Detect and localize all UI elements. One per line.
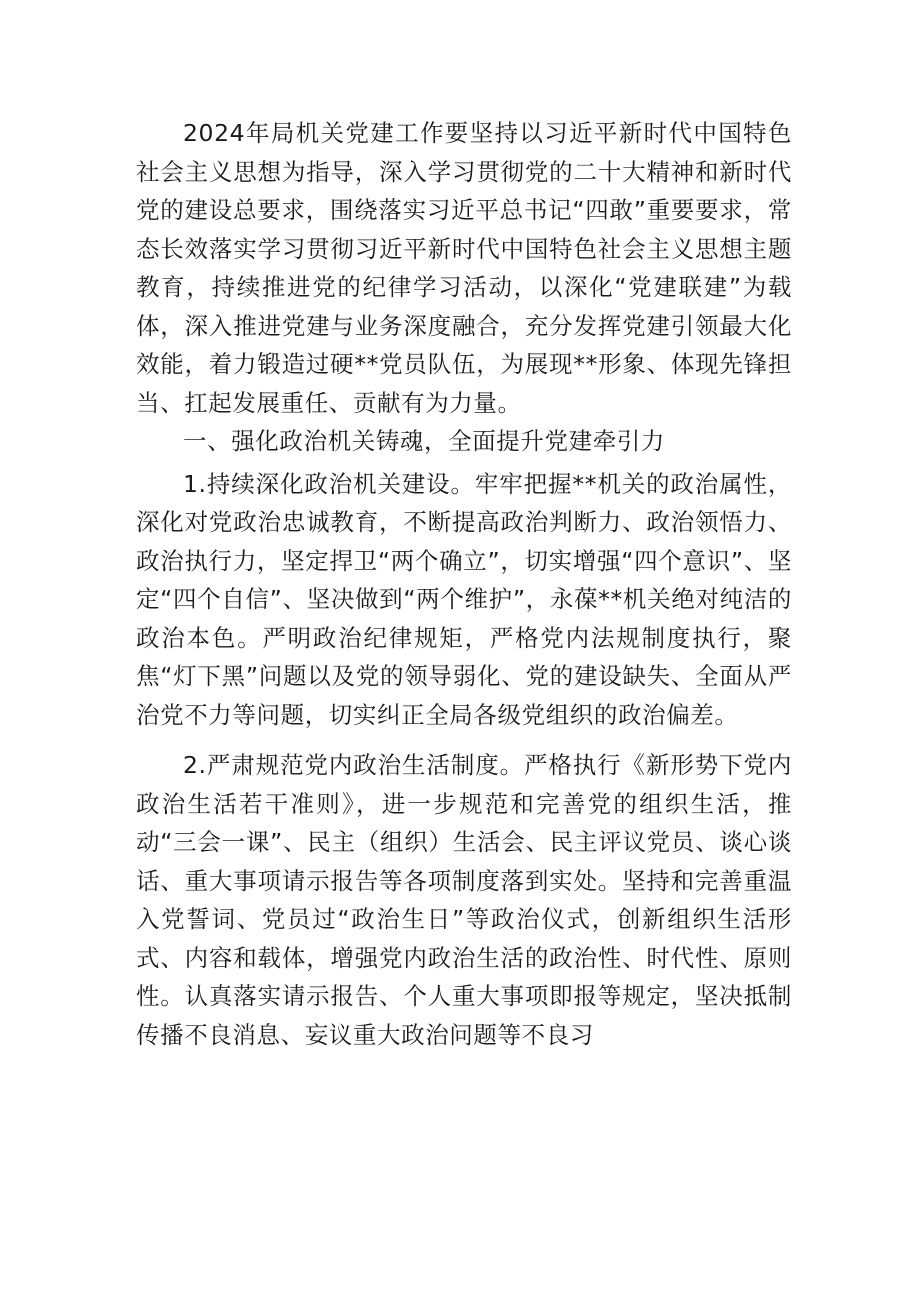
item-2-paragraph: 2.严肃规范党内政治生活制度。严格执行《新形势下党内政治生活若干准则》，进一步规范和完善党的组织生活，推动“三会一课”、民主（组织）生活会、民主评议党员、谈心谈话、重大事项请示报告等各项制度落到实处。坚持和完善重温入党誓词、党员过“政治生日”等政治仪式，创新组织生活形式、内容和载体，增强党内政治生活的政治性、时代性、原则性。认真落实请示报告、个人重大事项即报等规定，坚决抵制传播不良消息、妄议重大政治问题等不良习 (136, 751, 792, 1049)
section-heading: 一、强化政治机关铸魂，全面提升党建牵引力 (183, 427, 665, 455)
intro-paragraph: 2024年局机关党建工作要坚持以习近平新时代中国特色社会主义思想为指导，深入学习贯彻党的二十大精神和新时代党的建设总要求，围绕落实习近平总书记“四敢”重要要求，常态长效落实学习贯彻习近平新时代中国特色社会主义思想主题教育，持续推进党的纪律学习活动，以深化“党建联建”为载体，深入推进党建与业务深度融合，充分发挥党建引领最大化效能，着力锻造过硬**党员队伍，为展现**形象、体现先锋担当、扛起发展重任、贡献有为力量。 (136, 119, 792, 417)
document-body (136, 114, 792, 1054)
item-1-paragraph: 1.持续深化政治机关建设。牢牢把握**机关的政治属性，深化对党政治忠诚教育，不断提高政治判断力、政治领悟力、政治执行力，坚定捍卫“两个确立”，切实增强“四个意识”、坚定“四个自信”、坚决做到“两个维护”，永葆**机关绝对纯洁的政治本色。严明政治纪律规矩，严格党内法规制度执行，聚焦“灯下黑”问题以及党的领导弱化、党的建设缺失、全面从严治党不力等问题，切实纠正全局各级党组织的政治偏差。 (136, 469, 792, 729)
